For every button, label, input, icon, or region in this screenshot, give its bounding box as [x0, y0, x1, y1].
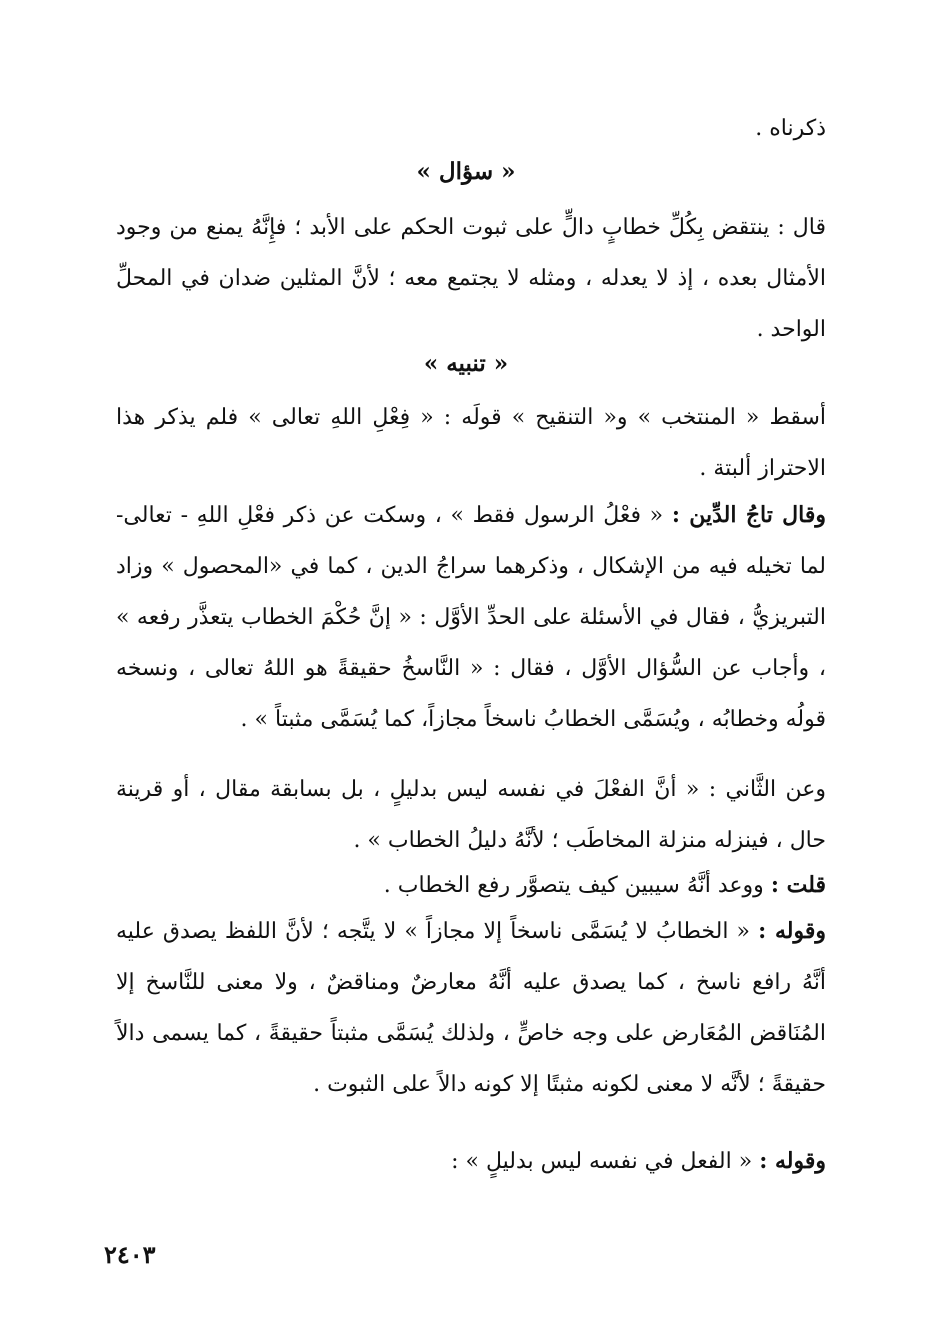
- notice-paragraph-5: [116, 906, 826, 1110]
- section-heading-question: « سؤال »: [416, 158, 516, 185]
- paragraph-lead: وقوله :: [759, 1148, 826, 1174]
- paragraph-lead: وقال تاجُ الدِّين :: [671, 502, 827, 528]
- continuation-line: ذكرناه .: [755, 116, 826, 141]
- paragraph-text: « فعْلُ الرسول فقط » ، وسكت عن ذكر فعْلِ اللهِ - تعالى- لما تخيله فيه من الإشكال ، وذكرهما سراجُ الدين ، كما في «المحصول » وزاد التبريزيُّ ، فقال في الأسئلة على الحدِّ الأوَّل : « إنَّ حُكْمَ الخطاب يتعذَّر رفعه » ، وأجاب عن السُّؤال الأوَّل ، فقال : « النَّاسخُ حقيقةً هو اللهُ تعالى ، ونسخه قولُه وخطابُه ، ويُسَمَّى الخطابُ ناسخاً مجازاً، كما يُسَمَّى مثبتاً » .: [116, 503, 826, 732]
- paragraph-lead: وقوله :: [758, 918, 826, 944]
- notice-paragraph-6: [116, 1136, 826, 1187]
- notice-paragraph-1: [116, 392, 826, 494]
- paragraph-text: قال : ينتقض بِكُلِّ خطابٍ دالٍّ على ثبوت الحكم على الأبد ؛ فإِنَّهُ يمنع من وجود الأمثال بعده ، إذ لا يعدله ، ومثله لا يجتمع معه ؛ لأنَّ المثلين ضدان في المحلِّ الواحد .: [116, 215, 826, 342]
- paragraph-text: ووعد أنَّهُ سيبين كيف يتصوَّر رفع الخطاب .: [383, 873, 764, 898]
- question-paragraph: [116, 202, 826, 355]
- notice-paragraph-3: [116, 764, 826, 866]
- page-number: ٢٤٠٣: [104, 1240, 156, 1269]
- section-heading-notice: « تنبيه »: [423, 350, 509, 377]
- paragraph-text: وعن الثَّاني : « أنَّ الفعْلَ في نفسه ليس بدليلٍ ، بل بسابقة مقال ، أو قرينة حال ، فينزله منزلة المخاطَب ؛ لأنَّهُ دليلُ الخطاب » .: [116, 777, 826, 853]
- notice-paragraph-4: [116, 860, 826, 911]
- paragraph-lead: قلت :: [770, 872, 826, 898]
- paragraph-text: « الخطابُ لا يُسَمَّى ناسخاً إلا مجازاً » لا يتَّجه ؛ لأنَّ اللفظ يصدق عليه أنَّهُ رافع ناسخ ، كما يصدق عليه أنَّهُ معارضٌ ومناقضٌ ، ولا معنى للنَّاسخ إلا المُنَاقض المُعَارض على وجه خاصٍّ ، ولذلك يُسَمَّى مثبتاً حقيقةً ، كما يسمى دالاً حقيقةً ؛ لأنَّه لا معنى لكونه مثبتًا إلا كونه دالاً على الثبوت .: [116, 919, 826, 1097]
- paragraph-text: « الفعل في نفسه ليس بدليلٍ » :: [451, 1149, 753, 1174]
- paragraph-text: أسقط « المنتخب » و« التنقيح » قولَه : « فِعْلِ اللهِ تعالى » فلم يذكر هذا الاحتراز ألبتة .: [116, 405, 826, 481]
- notice-paragraph-2: [116, 490, 826, 745]
